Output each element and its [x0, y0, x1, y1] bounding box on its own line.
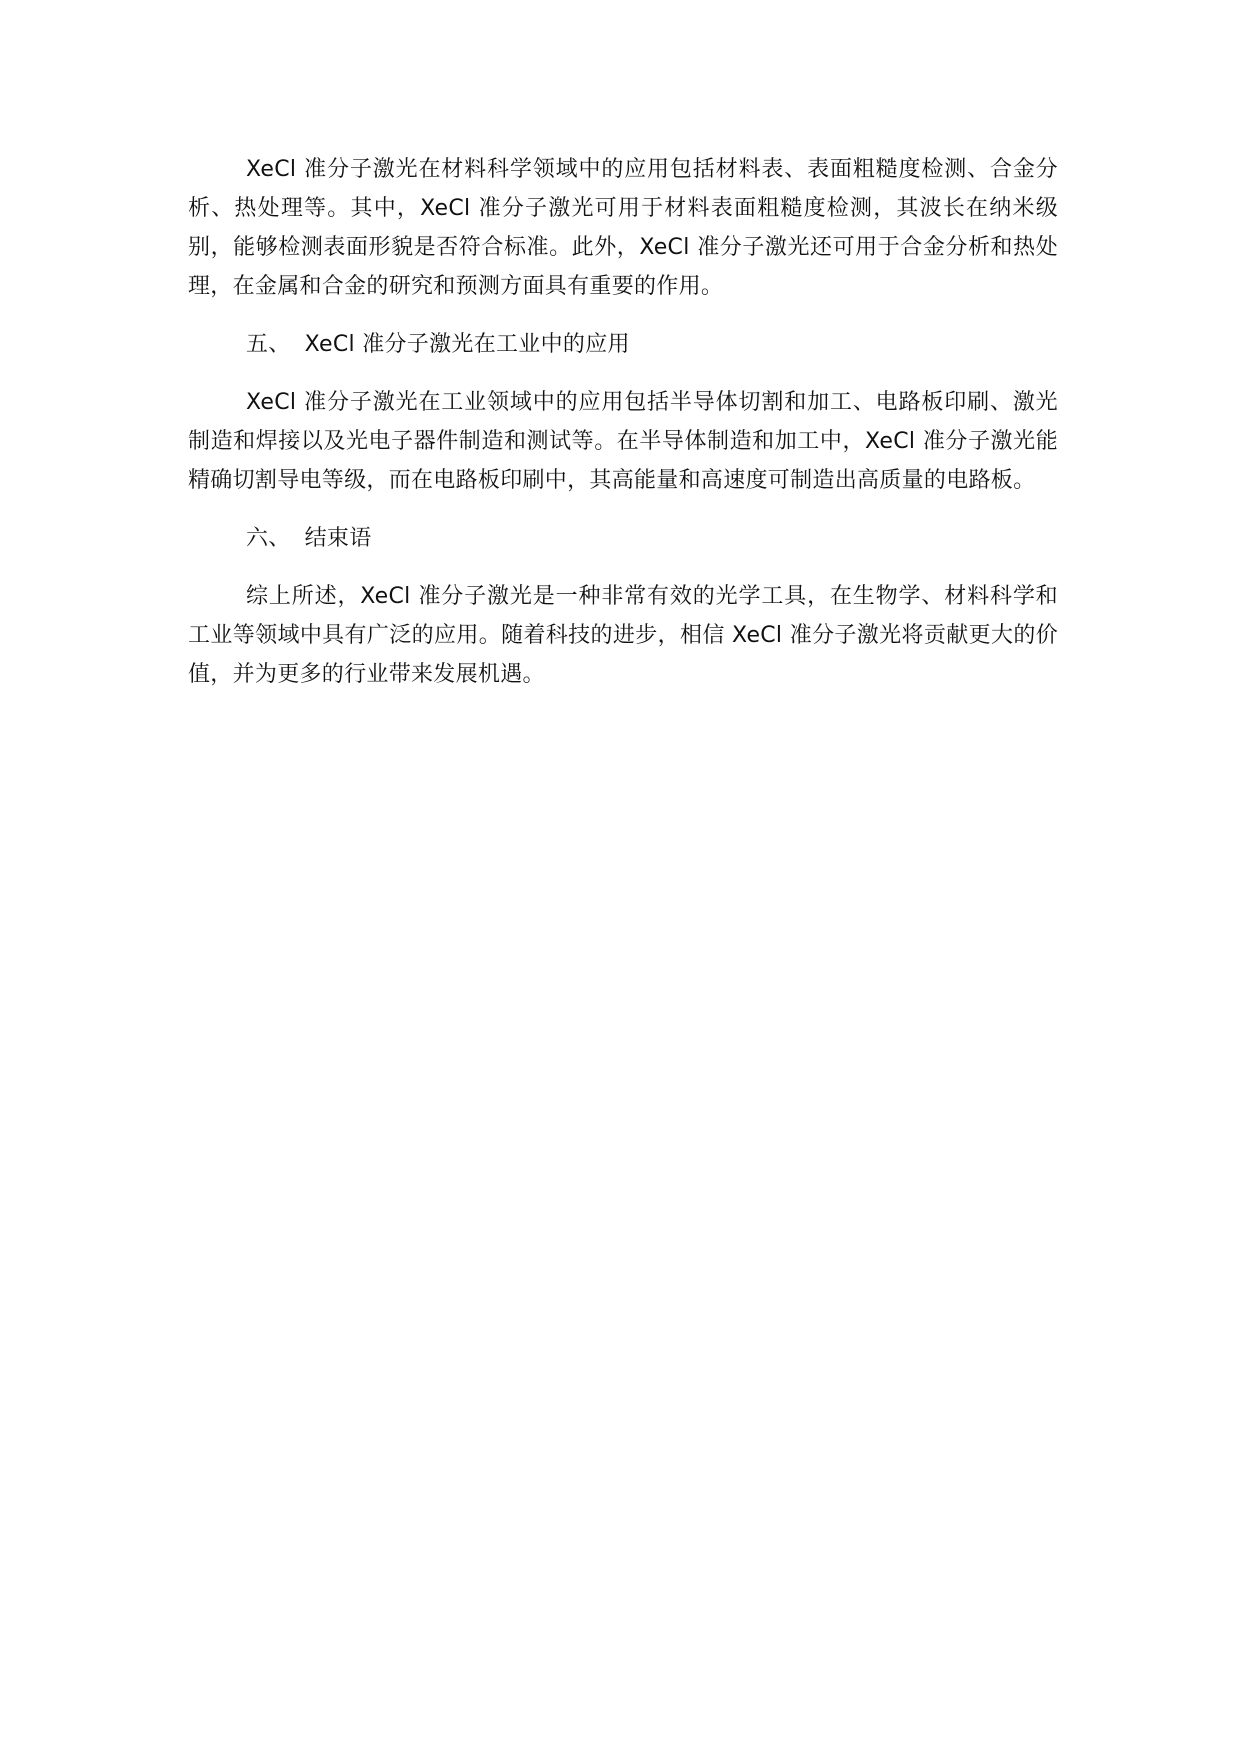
paragraph-industry-application: XeCl 准分子激光在工业领域中的应用包括半导体切割和加工、电路板印刷、激光制造和焊接以及光电子器件制造和测试等。在半导体制造和加工中，XeCl 准分子激光能精确切割导电等级，而在电路板印刷中，其高能量和高速度可制造出高质量的电路板。 [188, 390, 1058, 493]
section-number: 六、 [246, 526, 291, 551]
section-title: 结束语 [304, 526, 372, 551]
section-heading-conclusion [188, 519, 1058, 558]
section-title: XeCl 准分子激光在工业中的应用 [304, 332, 630, 357]
section-heading-industry [188, 325, 1058, 364]
paragraph-materials-application: XeCl 准分子激光在材料科学领域中的应用包括材料表、表面粗糙度检测、合金分析、热处理等。其中，XeCl 准分子激光可用于材料表面粗糙度检测，其波长在纳米级别，能够检测表面形貌是否符合标准。此外，XeCl 准分子激光还可用于合金分析和热处理，在金属和合金的研究和预测方面具有重要的作用。 [188, 157, 1058, 299]
document-body [188, 150, 1058, 713]
section-number: 五、 [246, 332, 291, 357]
paragraph-conclusion: 综上所述，XeCl 准分子激光是一种非常有效的光学工具，在生物学、材料科学和工业等领域中具有广泛的应用。随着科技的进步，相信 XeCl 准分子激光将贡献更大的价值，并为更多的行业带来发展机遇。 [188, 584, 1058, 687]
